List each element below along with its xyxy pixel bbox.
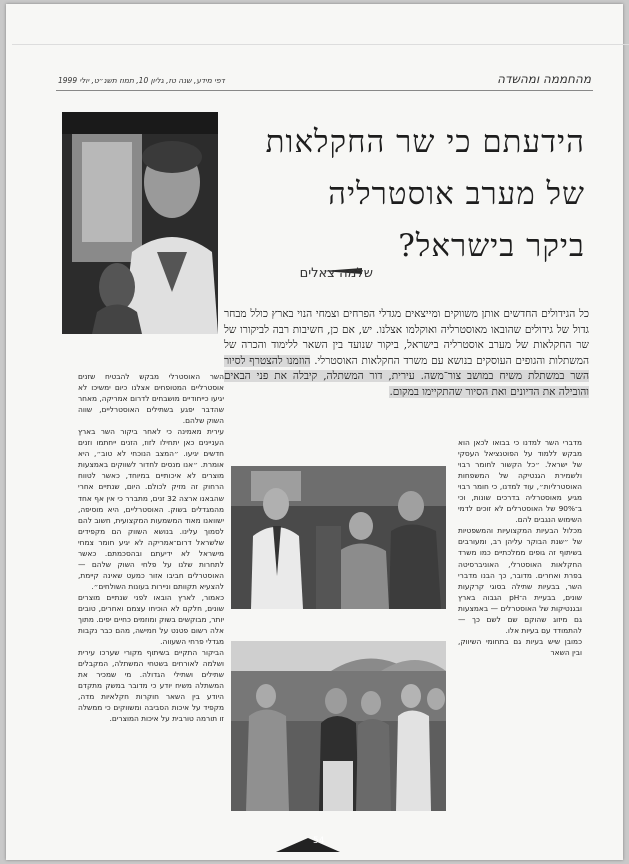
article-byline: שלמה צאלים: [299, 266, 373, 281]
left-col-paragraph: השר האוסטרלי מבקש להבטיח שזנים אוסטרליים המטופחים אצלנו כיום ימשיכו לא יגיעו כייחודיים מושבחים לדרום אמריקה, מאחר שהדבר יפגע בשתילים האוסטרליים, שווה השוק שלהם.: [78, 372, 224, 426]
left-col-paragraph: הביקור התקיים בשיתוף מקורי שערכו עירית ושלמה לאורחים בשטחי המשתלה, המקבלים שתילים ושתילי הגדולה. מי שמכיר את המשתלה משיח יודע כי מדובר במשק מתקדם היודע בין השאר חוקרות חקלאיות מדה, מקפיד על איכות הסביבה ומשווקים כי ממשלה זו תורמה טורבית על איכות המוצרים.: [78, 648, 224, 724]
right-col-paragraph: כמובן שיש בעיות גם בתחומי השיווק, ובין השאר: [458, 636, 582, 657]
page-number: 54: [313, 836, 325, 846]
lead-text: כל הגידולים החדשים אותן משווקים ומייצאים מגדלי הפרחים וצמחי הנוי בארץ כולל מבחר גדול של גידולים שהובאו מאוסטרליה ואוקלמו אצלנו. יש, אם כן, חשיבות רבה לביקורו של שר החקלאות של מערב אוסטרליה בישראל, ביקור שנועד בין השאר ללימוד והכרה של המשתלות והגופים העוסקים בנושא עם משרד החקלאות האוסטרלי.: [224, 308, 589, 367]
lead-highlight-text: הוזמנו להצטרף לסיור השר במשתלת משיח במושב צור־משה. עירית, דור המשתלה, קיבלה את פני הבאים והובילה את הדיונים ואת הסיור שהתקיימו במקום.: [224, 354, 589, 398]
page-number-triangle-icon: [276, 838, 340, 852]
article-column-right: [458, 437, 582, 658]
header-divider: [56, 90, 593, 91]
left-col-paragraph: עירית מאמינה כי לאחר ביקור השר בארץ העניינים כאן יתחילו לזוז, הזנים ייחתמו וזנים חדשים יגיעו. ״המצב הנוכחי לא טוב״, היא אומרת. ״אנו מנסים לחדור לשווקים באמצעות מוצרים לא איכותיים במיוחד, כאשר לטווח הרחוק זה מזיק לכולם. היום, שנתיים אחרי שהבאנו ארצה 32 זנים, מתברר כי אין אף אחד מהמגדלים בשוק. האוסטרליים, היא מוסיפה, ישוואנו מאוד המשמעות המקצועית, חשוב להם לסמוך עלינו. בנושא השווק הם מקפידים שלשראל דרום־אמריקה לא יגיע חומר צמחי מישראל לא ידיעתם ובהסכמתם. כאשר לתחרות שלנו על פלחי השוק שלהם — האוסטרלים חביבו אזור כמעט שאינה קיימת, להצעיא תקוותם וניירות בעונות השולחים״.: [78, 427, 225, 591]
photo-greenhouse-meeting: [231, 466, 446, 609]
section-title: מהחממה ומהשדה: [497, 72, 591, 86]
photo-minister-portrait: [62, 112, 218, 334]
headline-line-2: של מערב אוסטרליה: [328, 176, 585, 212]
headline-line-1: הידעתם כי שר החקלאות: [265, 124, 585, 160]
page-fold-line: [12, 44, 629, 45]
magazine-page: [6, 4, 623, 860]
left-col-paragraph: כאמור, לארץ הובאו לפני שנתיים מוצרים שונים, חלקם לא הוכיחו עצמם ואחרים, טובים יותר, מבוקשים בשוק ומוזמים כחיים יפים. מתוך אלה רשום פטנט על חמישה, מהם כבר נקבות מגדלי פרחי השעווה.: [78, 592, 224, 647]
right-col-paragraph: מכלול הבעיות המקצועיות והמשפטיות של ״שנת הבוקר עליהן רב, ומעורבים בשיתוף זה גופים ממלכתיים כמו משרד החקלאות האוסטרלי, האוניברסיטה בפרת ואחרים. מדובר, כך הבנו מדברי השר, בבעיות שתילה בסוגי קרקעות שונים, בבעיית ה־pH הגבוה בארץ ובגנטיקות של האוסטרלים — באמצעות גם מיזוג שהוקם שם לשם כך — להתמודד עם בעיות אלו.: [458, 526, 582, 635]
right-col-paragraph: מדברי השר למדנו כי בבואו לכאן הוא מבקש ללמוד על הפוטנציאל העסקי של ישראל. ״כל הקשור לחומר רבוי ולשמירת הגנטיקה של המשפחות האוסטרליות״, עוד למדנו, כי חומר רבוי מגיע מאוסטרליה בדרכים שונות, וכי ב־90% של האוסטרלים לא זוכים לדמי השימוש הנגבים להם.: [458, 438, 582, 525]
article-column-left: [78, 371, 224, 725]
publication-info: דפי מידע, שנה טז, גליון 10, תמוז תשנ״ט, יולי 1999: [58, 76, 225, 85]
photo-field-group: [231, 641, 446, 811]
article-headline: [245, 116, 585, 272]
headline-line-3: ביקר בישראל?: [398, 228, 585, 264]
lead-paragraph: [224, 307, 589, 400]
